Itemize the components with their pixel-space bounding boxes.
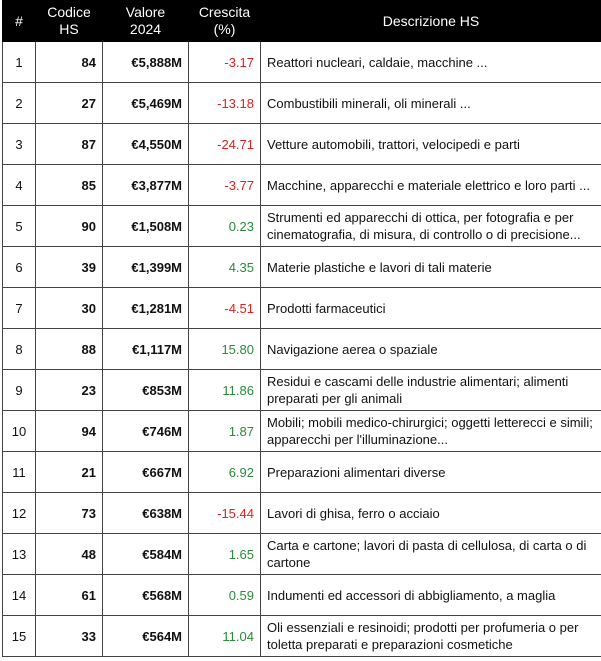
table-row [3, 616, 601, 657]
header-hs-code [36, 1, 103, 42]
table-row [3, 83, 601, 124]
description-cell: Combustibili minerali, oli minerali ... [261, 83, 601, 124]
header-description-label: Descrizione HS [382, 12, 480, 29]
description-cell: Macchine, apparecchi e materiale elettrico e loro parti ... [261, 165, 601, 206]
header-hs-code-line1: Codice [47, 4, 91, 20]
table-row [3, 206, 601, 247]
description-cell: Indumenti ed accessori di abbigliamento, a maglia [261, 575, 601, 616]
value-cell: €853M [103, 370, 189, 411]
growth-cell: -3.77 [189, 165, 261, 206]
table-row [3, 42, 601, 83]
description-cell: Residui e cascami delle industrie alimentari; alimenti preparati per gli animali [261, 370, 601, 411]
rank-cell: 10 [3, 411, 36, 452]
growth-cell: -15.44 [189, 493, 261, 534]
hs-export-table [2, 0, 601, 657]
header-row [3, 1, 601, 42]
value-cell: €3,877M [103, 165, 189, 206]
hs-code-cell: 21 [36, 452, 103, 493]
header-value-line2: 2024 [129, 21, 162, 37]
table-row [3, 370, 601, 411]
header-value-line1: Valore [125, 4, 166, 20]
rank-cell: 8 [3, 329, 36, 370]
value-cell: €1,117M [103, 329, 189, 370]
rank-cell: 4 [3, 165, 36, 206]
growth-cell: 11.04 [189, 616, 261, 657]
value-cell: €1,508M [103, 206, 189, 247]
hs-code-cell: 27 [36, 83, 103, 124]
growth-cell: 15.80 [189, 329, 261, 370]
growth-cell: -13.18 [189, 83, 261, 124]
value-cell: €5,469M [103, 83, 189, 124]
growth-cell: 0.23 [189, 206, 261, 247]
value-cell: €584M [103, 534, 189, 575]
value-cell: €746M [103, 411, 189, 452]
hs-code-cell: 84 [36, 42, 103, 83]
growth-cell: 11.86 [189, 370, 261, 411]
hs-code-cell: 85 [36, 165, 103, 206]
hs-code-cell: 88 [36, 329, 103, 370]
header-growth-line2: (%) [213, 21, 236, 37]
description-cell: Strumenti ed apparecchi di ottica, per fotografia e per cinematografia, di misura, di controllo o di precisione... [261, 206, 601, 247]
description-cell: Lavori di ghisa, ferro o acciaio [261, 493, 601, 534]
header-rank [3, 1, 36, 42]
growth-cell: -3.17 [189, 42, 261, 83]
hs-code-cell: 33 [36, 616, 103, 657]
description-cell: Reattori nucleari, caldaie, macchine ... [261, 42, 601, 83]
rank-cell: 1 [3, 42, 36, 83]
table-row [3, 452, 601, 493]
header-growth [189, 1, 261, 42]
rank-cell: 15 [3, 616, 36, 657]
table-body [3, 42, 601, 657]
table-header [3, 1, 601, 42]
description-cell: Carta e cartone; lavori di pasta di cellulosa, di carta o di cartone [261, 534, 601, 575]
hs-code-cell: 87 [36, 124, 103, 165]
rank-cell: 11 [3, 452, 36, 493]
hs-code-cell: 23 [36, 370, 103, 411]
growth-cell: 6.92 [189, 452, 261, 493]
table-row [3, 165, 601, 206]
table-row [3, 411, 601, 452]
header-value-2024 [103, 1, 189, 42]
description-cell: Materie plastiche e lavori di tali materie [261, 247, 601, 288]
table-row [3, 575, 601, 616]
header-rank-label: # [15, 12, 23, 29]
rank-cell: 12 [3, 493, 36, 534]
description-cell: Vetture automobili, trattori, velocipedi e parti [261, 124, 601, 165]
description-cell: Prodotti farmaceutici [261, 288, 601, 329]
description-cell: Oli essenziali e resinoidi; prodotti per profumeria o per toletta preparati e preparazioni cosmetiche [261, 616, 601, 657]
rank-cell: 2 [3, 83, 36, 124]
value-cell: €638M [103, 493, 189, 534]
growth-cell: -4.51 [189, 288, 261, 329]
table-row [3, 534, 601, 575]
growth-cell: -24.71 [189, 124, 261, 165]
rank-cell: 5 [3, 206, 36, 247]
hs-code-cell: 48 [36, 534, 103, 575]
value-cell: €667M [103, 452, 189, 493]
table-row [3, 329, 601, 370]
rank-cell: 9 [3, 370, 36, 411]
value-cell: €5,888M [103, 42, 189, 83]
rank-cell: 7 [3, 288, 36, 329]
description-cell: Mobili; mobili medico-chirurgici; oggetti letterecci e simili; apparecchi per l'illuminazione... [261, 411, 601, 452]
growth-cell: 1.65 [189, 534, 261, 575]
header-description [261, 1, 601, 42]
hs-code-cell: 39 [36, 247, 103, 288]
table-row [3, 124, 601, 165]
description-cell: Navigazione aerea o spaziale [261, 329, 601, 370]
hs-code-cell: 94 [36, 411, 103, 452]
table-row [3, 288, 601, 329]
value-cell: €568M [103, 575, 189, 616]
table-row [3, 493, 601, 534]
table-row [3, 247, 601, 288]
hs-code-cell: 73 [36, 493, 103, 534]
description-cell: Preparazioni alimentari diverse [261, 452, 601, 493]
growth-cell: 4.35 [189, 247, 261, 288]
rank-cell: 3 [3, 124, 36, 165]
hs-code-cell: 30 [36, 288, 103, 329]
hs-code-cell: 61 [36, 575, 103, 616]
growth-cell: 1.87 [189, 411, 261, 452]
value-cell: €1,399M [103, 247, 189, 288]
hs-code-cell: 90 [36, 206, 103, 247]
value-cell: €564M [103, 616, 189, 657]
header-hs-code-line2: HS [59, 21, 79, 37]
header-growth-line1: Crescita [198, 4, 251, 20]
value-cell: €1,281M [103, 288, 189, 329]
rank-cell: 14 [3, 575, 36, 616]
value-cell: €4,550M [103, 124, 189, 165]
rank-cell: 13 [3, 534, 36, 575]
rank-cell: 6 [3, 247, 36, 288]
growth-cell: 0.59 [189, 575, 261, 616]
